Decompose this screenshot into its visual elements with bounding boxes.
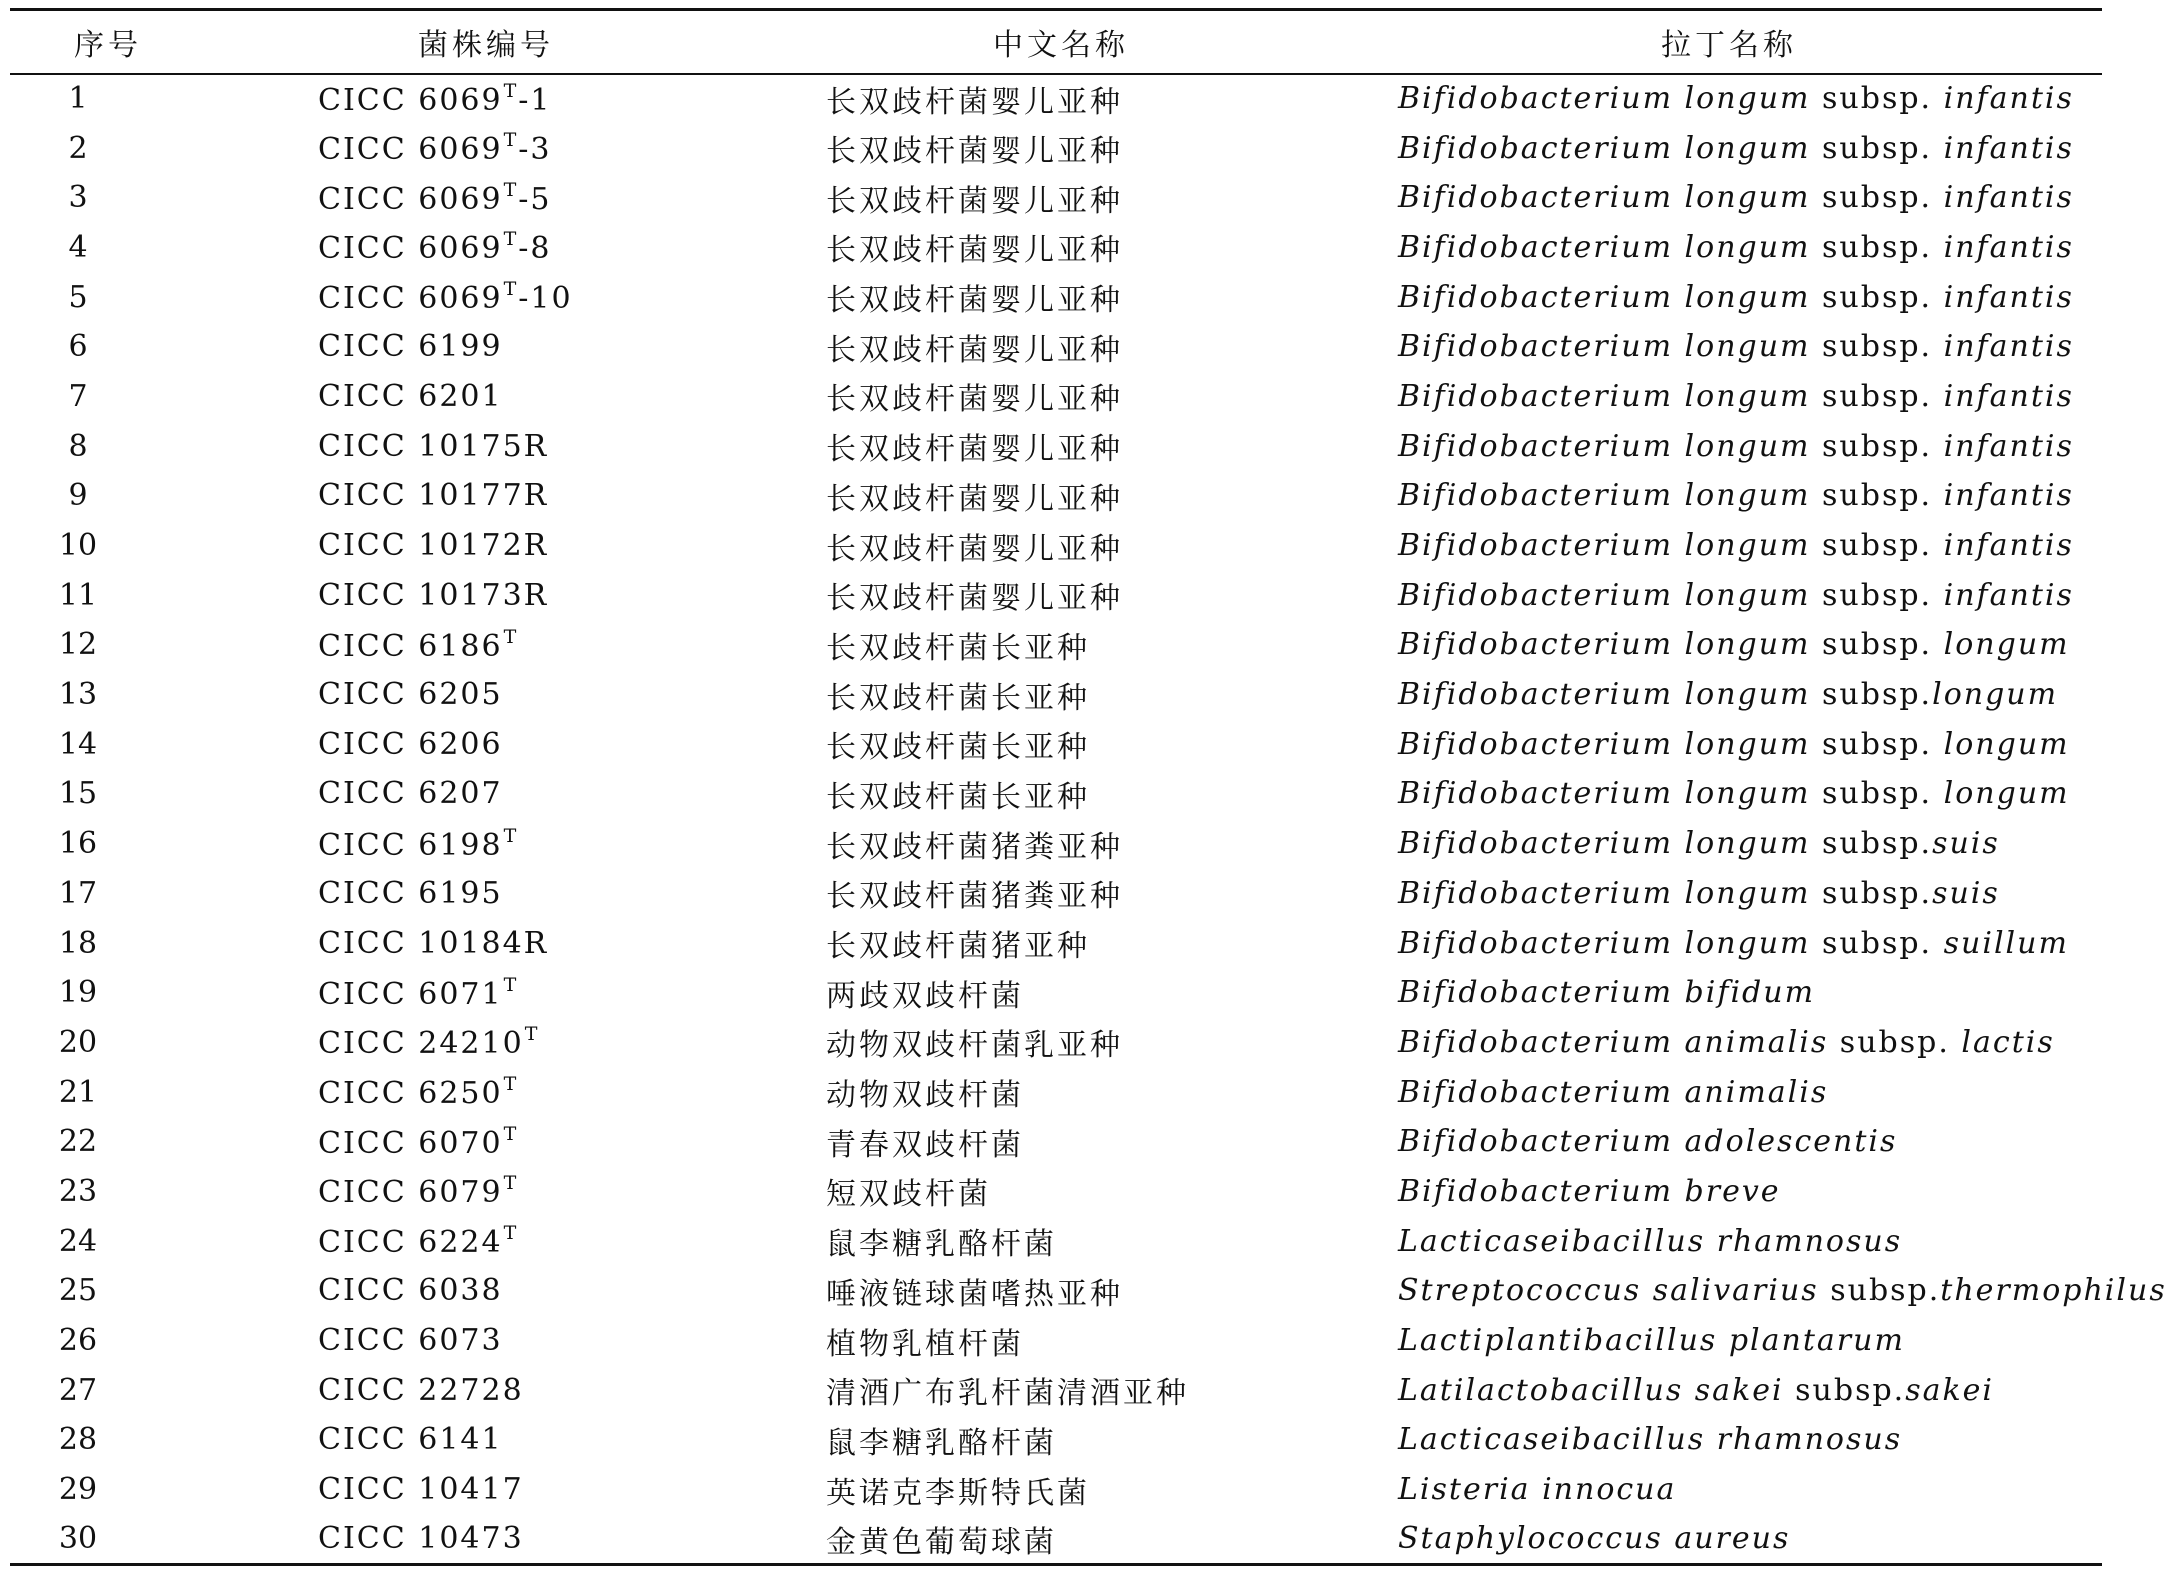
table-row xyxy=(10,1216,2102,1266)
cell-index: 30 xyxy=(10,1514,206,1564)
cell-strain-number xyxy=(206,1067,766,1117)
latin-taxon-part: Lacticaseibacillus rhamnosus xyxy=(1398,1223,1903,1259)
latin-taxon-part: infantis xyxy=(1943,378,2074,414)
cell-strain-number xyxy=(206,1167,766,1217)
latin-taxon-part: infantis xyxy=(1943,180,2074,216)
type-strain-marker: T xyxy=(503,973,519,996)
type-strain-marker: T xyxy=(503,1073,519,1096)
latin-taxon-part: Bifidobacterium longum xyxy=(1398,925,1811,961)
cell-strain-number xyxy=(206,322,766,372)
latin-taxon-part: Bifidobacterium longum xyxy=(1398,776,1811,812)
table-row xyxy=(10,471,2102,521)
latin-taxon-part: Bifidobacterium animalis xyxy=(1398,1074,1829,1110)
cell-index: 4 xyxy=(68,229,88,265)
latin-rank-part: subsp. xyxy=(1810,130,1944,166)
latin-rank-part: subsp. xyxy=(1810,378,1944,414)
latin-taxon-part: Bifidobacterium longum xyxy=(1398,875,1811,911)
latin-taxon-part: infantis xyxy=(1943,478,2074,514)
cell-chinese-name: 长双歧杆菌长亚种 xyxy=(826,730,1090,766)
cell-latin-name xyxy=(1356,968,2102,1018)
cell-index: 8 xyxy=(68,428,88,464)
latin-taxon-part: Bifidobacterium animalis xyxy=(1398,1024,1829,1060)
table-row xyxy=(10,918,2102,968)
latin-rank-part: subsp. xyxy=(1810,577,1944,613)
cell-index: 10 xyxy=(58,528,98,564)
strain-id: CICC 6071 xyxy=(318,976,503,1012)
cell-strain-number xyxy=(206,1365,766,1415)
cell-strain-number xyxy=(206,372,766,422)
latin-rank-part: subsp. xyxy=(1810,925,1944,961)
cell-chinese-name: 两歧双歧杆菌 xyxy=(826,978,1024,1014)
header-row xyxy=(10,10,2102,74)
latin-taxon-part: Bifidobacterium longum xyxy=(1398,130,1811,166)
table-row xyxy=(10,719,2102,769)
cell-strain-number xyxy=(206,918,766,968)
cell-index: 9 xyxy=(68,478,88,514)
cell-index: 26 xyxy=(58,1323,98,1359)
cell-strain-number xyxy=(206,123,766,173)
table-row xyxy=(10,769,2102,819)
table-row xyxy=(10,570,2102,620)
cell-chinese-name: 长双歧杆菌猪亚种 xyxy=(826,929,1090,965)
table-row xyxy=(10,173,2102,223)
cell-chinese-name: 长双歧杆菌猪粪亚种 xyxy=(826,829,1123,865)
cell-latin-name xyxy=(1356,1514,2102,1564)
latin-taxon-part: suillum xyxy=(1943,925,2069,961)
cell-chinese-name: 动物双歧杆菌乳亚种 xyxy=(826,1028,1123,1064)
type-strain-marker: T xyxy=(503,278,519,301)
type-strain-marker: T xyxy=(503,1222,519,1245)
cell-index: 20 xyxy=(58,1024,98,1060)
strain-id: CICC 6186 xyxy=(318,628,503,664)
latin-rank-part: subsp. xyxy=(1810,726,1944,762)
strain-id: CICC 10172R xyxy=(318,528,549,564)
table-row xyxy=(10,1415,2102,1465)
cell-latin-name xyxy=(1356,719,2102,769)
cell-chinese-name: 清酒广布乳杆菌清酒亚种 xyxy=(826,1376,1189,1412)
cell-chinese-name: 唾液链球菌嗜热亚种 xyxy=(826,1276,1123,1312)
type-strain-marker: T xyxy=(503,824,519,847)
strain-id: CICC 6079 xyxy=(318,1175,503,1211)
table-row xyxy=(10,869,2102,919)
latin-rank-part: subsp. xyxy=(1818,1273,1941,1309)
cell-strain-number xyxy=(206,719,766,769)
latin-taxon-part: Bifidobacterium longum xyxy=(1398,81,1811,117)
header-strain-number: 菌株编号 xyxy=(206,10,766,74)
latin-taxon-part: Staphylococcus aureus xyxy=(1398,1521,1791,1557)
cell-chinese-name: 鼠李糖乳酪杆菌 xyxy=(826,1227,1057,1263)
cell-strain-number xyxy=(206,1415,766,1465)
type-strain-marker: T xyxy=(503,228,519,251)
latin-rank-part: subsp. xyxy=(1810,229,1944,265)
cell-chinese-name: 鼠李糖乳酪杆菌 xyxy=(826,1425,1057,1461)
strain-id: CICC 10177R xyxy=(318,478,549,514)
cell-strain-number xyxy=(206,1316,766,1366)
cell-strain-number xyxy=(206,620,766,670)
latin-taxon-part: infantis xyxy=(1943,577,2074,613)
cell-latin-name xyxy=(1356,769,2102,819)
latin-taxon-part: Bifidobacterium bifidum xyxy=(1398,975,1816,1011)
latin-taxon-part: longum xyxy=(1943,627,2070,663)
cell-strain-number xyxy=(206,521,766,571)
strain-id: CICC 10173R xyxy=(318,577,549,613)
table-row xyxy=(10,1266,2102,1316)
latin-taxon-part: Bifidobacterium longum xyxy=(1398,180,1811,216)
cell-chinese-name: 长双歧杆菌婴儿亚种 xyxy=(826,382,1123,418)
strain-suffix: -10 xyxy=(518,281,573,317)
cell-latin-name xyxy=(1356,322,2102,372)
table-row xyxy=(10,1316,2102,1366)
cell-index: 6 xyxy=(68,329,88,365)
latin-taxon-part: Bifidobacterium longum xyxy=(1398,378,1811,414)
cell-chinese-name: 长双歧杆菌婴儿亚种 xyxy=(826,84,1123,120)
cell-index: 11 xyxy=(58,577,98,613)
cell-strain-number xyxy=(206,570,766,620)
strain-id: CICC 6141 xyxy=(318,1422,503,1458)
cell-index: 17 xyxy=(58,875,98,911)
cell-chinese-name: 长双歧杆菌婴儿亚种 xyxy=(826,481,1123,517)
strain-id: CICC 6069 xyxy=(318,132,503,168)
cell-latin-name xyxy=(1356,1465,2102,1515)
latin-taxon-part: Bifidobacterium longum xyxy=(1398,229,1811,265)
latin-rank-part: subsp. xyxy=(1810,478,1944,514)
strain-id: CICC 6038 xyxy=(318,1273,503,1309)
latin-rank-part: subsp. xyxy=(1810,875,1933,911)
table-row xyxy=(10,421,2102,471)
cell-chinese-name: 植物乳植杆菌 xyxy=(826,1326,1024,1362)
cell-latin-name xyxy=(1356,1316,2102,1366)
latin-taxon-part: Bifidobacterium breve xyxy=(1398,1173,1781,1209)
cell-latin-name xyxy=(1356,421,2102,471)
strain-id: CICC 6195 xyxy=(318,875,503,911)
table-row xyxy=(10,1167,2102,1217)
table-row xyxy=(10,1117,2102,1167)
latin-taxon-part: suis xyxy=(1932,875,2000,911)
cell-index: 1 xyxy=(68,81,88,117)
strain-suffix: -8 xyxy=(518,231,552,267)
cell-strain-number xyxy=(206,272,766,322)
latin-taxon-part: longum xyxy=(1943,726,2070,762)
cell-latin-name xyxy=(1356,372,2102,422)
cell-index: 7 xyxy=(68,378,88,414)
latin-taxon-part: Bifidobacterium longum xyxy=(1398,627,1811,663)
table-header xyxy=(10,10,2102,74)
strain-id: CICC 10175R xyxy=(318,428,549,464)
type-strain-marker: T xyxy=(503,178,519,201)
type-strain-marker: T xyxy=(524,1023,540,1046)
latin-rank-part: subsp. xyxy=(1810,627,1944,663)
latin-taxon-part: Bifidobacterium longum xyxy=(1398,726,1811,762)
type-strain-marker: T xyxy=(503,79,519,102)
cell-index: 12 xyxy=(58,627,98,663)
cell-latin-name xyxy=(1356,272,2102,322)
latin-taxon-part: infantis xyxy=(1943,229,2074,265)
latin-taxon-part: Bifidobacterium longum xyxy=(1398,279,1811,315)
cell-index: 25 xyxy=(58,1273,98,1309)
cell-strain-number xyxy=(206,769,766,819)
latin-taxon-part: Bifidobacterium longum xyxy=(1398,826,1811,862)
table-row xyxy=(10,272,2102,322)
latin-rank-part: subsp. xyxy=(1810,180,1944,216)
type-strain-marker: T xyxy=(503,129,519,152)
cell-strain-number xyxy=(206,869,766,919)
latin-taxon-part: infantis xyxy=(1943,329,2074,365)
strain-id: CICC 6069 xyxy=(318,231,503,267)
cell-latin-name xyxy=(1356,471,2102,521)
latin-taxon-part: lactis xyxy=(1961,1024,2055,1060)
table-row xyxy=(10,968,2102,1018)
cell-latin-name xyxy=(1356,1067,2102,1117)
cell-latin-name xyxy=(1356,1266,2167,1316)
table-body xyxy=(10,74,2167,1565)
cell-chinese-name: 长双歧杆菌婴儿亚种 xyxy=(826,332,1123,368)
latin-taxon-part: Streptococcus salivarius xyxy=(1398,1273,1819,1309)
latin-taxon-part: Bifidobacterium longum xyxy=(1398,329,1811,365)
strain-id: CICC 22728 xyxy=(318,1372,524,1408)
header-chinese-name: 中文名称 xyxy=(766,10,1356,74)
type-strain-marker: T xyxy=(503,1172,519,1195)
strain-id: CICC 6207 xyxy=(318,776,503,812)
cell-strain-number xyxy=(206,670,766,720)
table-row xyxy=(10,1365,2102,1415)
strain-id: CICC 10417 xyxy=(318,1472,524,1508)
latin-rank-part: subsp. xyxy=(1810,279,1944,315)
latin-taxon-part: Listeria innocua xyxy=(1398,1472,1677,1508)
cell-chinese-name: 长双歧杆菌婴儿亚种 xyxy=(826,283,1123,319)
latin-taxon-part: sakei xyxy=(1905,1372,1995,1408)
latin-rank-part: subsp. xyxy=(1810,677,1933,713)
strain-suffix: -5 xyxy=(518,181,552,217)
cell-index: 27 xyxy=(58,1372,98,1408)
strain-id: CICC 6205 xyxy=(318,677,503,713)
cell-strain-number xyxy=(206,223,766,273)
latin-rank-part: subsp. xyxy=(1810,81,1944,117)
latin-taxon-part: infantis xyxy=(1943,130,2074,166)
cell-index: 18 xyxy=(58,925,98,961)
cell-chinese-name: 长双歧杆菌长亚种 xyxy=(826,630,1090,666)
cell-index: 15 xyxy=(58,776,98,812)
table-row xyxy=(10,372,2102,422)
cell-strain-number xyxy=(206,1018,766,1068)
cell-strain-number xyxy=(206,1266,766,1316)
latin-taxon-part: Lacticaseibacillus rhamnosus xyxy=(1398,1422,1903,1458)
cell-chinese-name: 青春双歧杆菌 xyxy=(826,1127,1024,1163)
cell-index: 28 xyxy=(58,1422,98,1458)
cell-latin-name xyxy=(1356,670,2102,720)
latin-rank-part: subsp. xyxy=(1810,528,1944,564)
latin-taxon-part: thermophilus xyxy=(1940,1273,2167,1309)
latin-taxon-part: infantis xyxy=(1943,528,2074,564)
latin-taxon-part: Lactiplantibacillus plantarum xyxy=(1398,1323,1905,1359)
cell-latin-name xyxy=(1356,869,2102,919)
cell-latin-name xyxy=(1356,173,2102,223)
latin-taxon-part: Bifidobacterium longum xyxy=(1398,478,1811,514)
cell-index: 13 xyxy=(58,677,98,713)
cell-latin-name xyxy=(1356,1216,2102,1266)
strain-table xyxy=(10,8,2167,1566)
cell-index: 21 xyxy=(58,1074,98,1110)
table-row xyxy=(10,1067,2102,1117)
cell-index: 22 xyxy=(58,1124,98,1160)
cell-strain-number xyxy=(206,819,766,869)
strain-id: CICC 24210 xyxy=(318,1026,524,1062)
header-latin-name: 拉丁名称 xyxy=(1356,10,2102,74)
table-row xyxy=(10,1514,2102,1564)
latin-rank-part: subsp. xyxy=(1828,1024,1962,1060)
strain-table-container xyxy=(10,8,2167,1566)
cell-index: 2 xyxy=(68,130,88,166)
latin-taxon-part: infantis xyxy=(1943,428,2074,464)
strain-id: CICC 6073 xyxy=(318,1323,503,1359)
cell-index: 16 xyxy=(58,826,98,862)
cell-chinese-name: 长双歧杆菌婴儿亚种 xyxy=(826,233,1123,269)
cell-strain-number xyxy=(206,1216,766,1266)
latin-taxon-part: infantis xyxy=(1943,81,2074,117)
cell-latin-name xyxy=(1356,1167,2102,1217)
latin-taxon-part: Bifidobacterium longum xyxy=(1398,428,1811,464)
latin-taxon-part: suis xyxy=(1932,826,2000,862)
cell-latin-name xyxy=(1356,123,2102,173)
type-strain-marker: T xyxy=(503,625,519,648)
cell-chinese-name: 短双歧杆菌 xyxy=(826,1177,991,1213)
cell-chinese-name: 英诺克李斯特氏菌 xyxy=(826,1475,1090,1511)
cell-latin-name xyxy=(1356,620,2102,670)
cell-chinese-name: 长双歧杆菌婴儿亚种 xyxy=(826,183,1123,219)
cell-latin-name xyxy=(1356,918,2102,968)
cell-index: 3 xyxy=(68,180,88,216)
strain-id: CICC 10184R xyxy=(318,925,549,961)
table-row xyxy=(10,123,2102,173)
latin-rank-part: subsp. xyxy=(1810,776,1944,812)
cell-latin-name xyxy=(1356,521,2102,571)
latin-taxon-part: Latilactobacillus sakei xyxy=(1398,1372,1784,1408)
strain-id: CICC 10473 xyxy=(318,1521,524,1557)
cell-chinese-name: 长双歧杆菌婴儿亚种 xyxy=(826,432,1123,468)
cell-index: 5 xyxy=(68,279,88,315)
latin-rank-part: subsp. xyxy=(1810,428,1944,464)
cell-chinese-name: 长双歧杆菌婴儿亚种 xyxy=(826,531,1123,567)
cell-strain-number xyxy=(206,1514,766,1564)
cell-index: 23 xyxy=(58,1173,98,1209)
cell-strain-number xyxy=(206,421,766,471)
header-index: 序号 xyxy=(10,10,206,74)
cell-chinese-name: 长双歧杆菌长亚种 xyxy=(826,779,1090,815)
cell-chinese-name: 长双歧杆菌猪粪亚种 xyxy=(826,879,1123,915)
cell-chinese-name: 金黄色葡萄球菌 xyxy=(766,1514,1356,1564)
strain-suffix: -1 xyxy=(518,82,552,118)
cell-strain-number xyxy=(206,968,766,1018)
strain-id: CICC 6206 xyxy=(318,726,503,762)
cell-chinese-name: 长双歧杆菌婴儿亚种 xyxy=(826,581,1123,617)
cell-strain-number xyxy=(206,1465,766,1515)
latin-taxon-part: Bifidobacterium longum xyxy=(1398,677,1811,713)
strain-id: CICC 6224 xyxy=(318,1225,503,1261)
table-row xyxy=(10,670,2102,720)
strain-id: CICC 6069 xyxy=(318,181,503,217)
latin-taxon-part: Bifidobacterium adolescentis xyxy=(1398,1124,1898,1160)
table-row xyxy=(10,521,2102,571)
cell-latin-name xyxy=(1356,1415,2102,1465)
latin-taxon-part: longum xyxy=(1932,677,2059,713)
strain-id: CICC 6199 xyxy=(318,329,503,365)
strain-id: CICC 6201 xyxy=(318,378,503,414)
cell-index: 14 xyxy=(58,726,98,762)
type-strain-marker: T xyxy=(503,1122,519,1145)
cell-latin-name xyxy=(1356,819,2102,869)
latin-rank-part: subsp. xyxy=(1810,826,1933,862)
latin-taxon-part: longum xyxy=(1943,776,2070,812)
cell-latin-name xyxy=(1356,1018,2102,1068)
cell-strain-number xyxy=(206,173,766,223)
table-row xyxy=(10,620,2102,670)
strain-id: CICC 6250 xyxy=(318,1076,503,1112)
latin-taxon-part: Bifidobacterium longum xyxy=(1398,577,1811,613)
table-row xyxy=(10,322,2102,372)
cell-chinese-name: 长双歧杆菌长亚种 xyxy=(826,680,1090,716)
cell-strain-number xyxy=(206,74,766,124)
latin-taxon-part: infantis xyxy=(1943,279,2074,315)
cell-index: 19 xyxy=(58,975,98,1011)
cell-strain-number xyxy=(206,1117,766,1167)
cell-chinese-name: 动物双歧杆菌 xyxy=(826,1078,1024,1114)
cell-latin-name xyxy=(1356,74,2102,124)
strain-suffix: -3 xyxy=(518,132,552,168)
cell-chinese-name: 长双歧杆菌婴儿亚种 xyxy=(826,134,1123,170)
cell-latin-name xyxy=(1356,1117,2102,1167)
cell-latin-name xyxy=(1356,223,2102,273)
cell-index: 29 xyxy=(58,1472,98,1508)
table-row xyxy=(10,74,2102,124)
table-row xyxy=(10,1465,2102,1515)
cell-index: 24 xyxy=(58,1223,98,1259)
cell-strain-number xyxy=(206,471,766,521)
latin-taxon-part: Bifidobacterium longum xyxy=(1398,528,1811,564)
latin-rank-part: subsp. xyxy=(1810,329,1944,365)
strain-id: CICC 6070 xyxy=(318,1125,503,1161)
cell-latin-name xyxy=(1356,570,2102,620)
table-row xyxy=(10,819,2102,869)
strain-id: CICC 6069 xyxy=(318,281,503,317)
cell-latin-name xyxy=(1356,1365,2102,1415)
table-row xyxy=(10,223,2102,273)
strain-id: CICC 6198 xyxy=(318,827,503,863)
table-row xyxy=(10,1018,2102,1068)
strain-id: CICC 6069 xyxy=(318,82,503,118)
latin-rank-part: subsp. xyxy=(1783,1372,1906,1408)
